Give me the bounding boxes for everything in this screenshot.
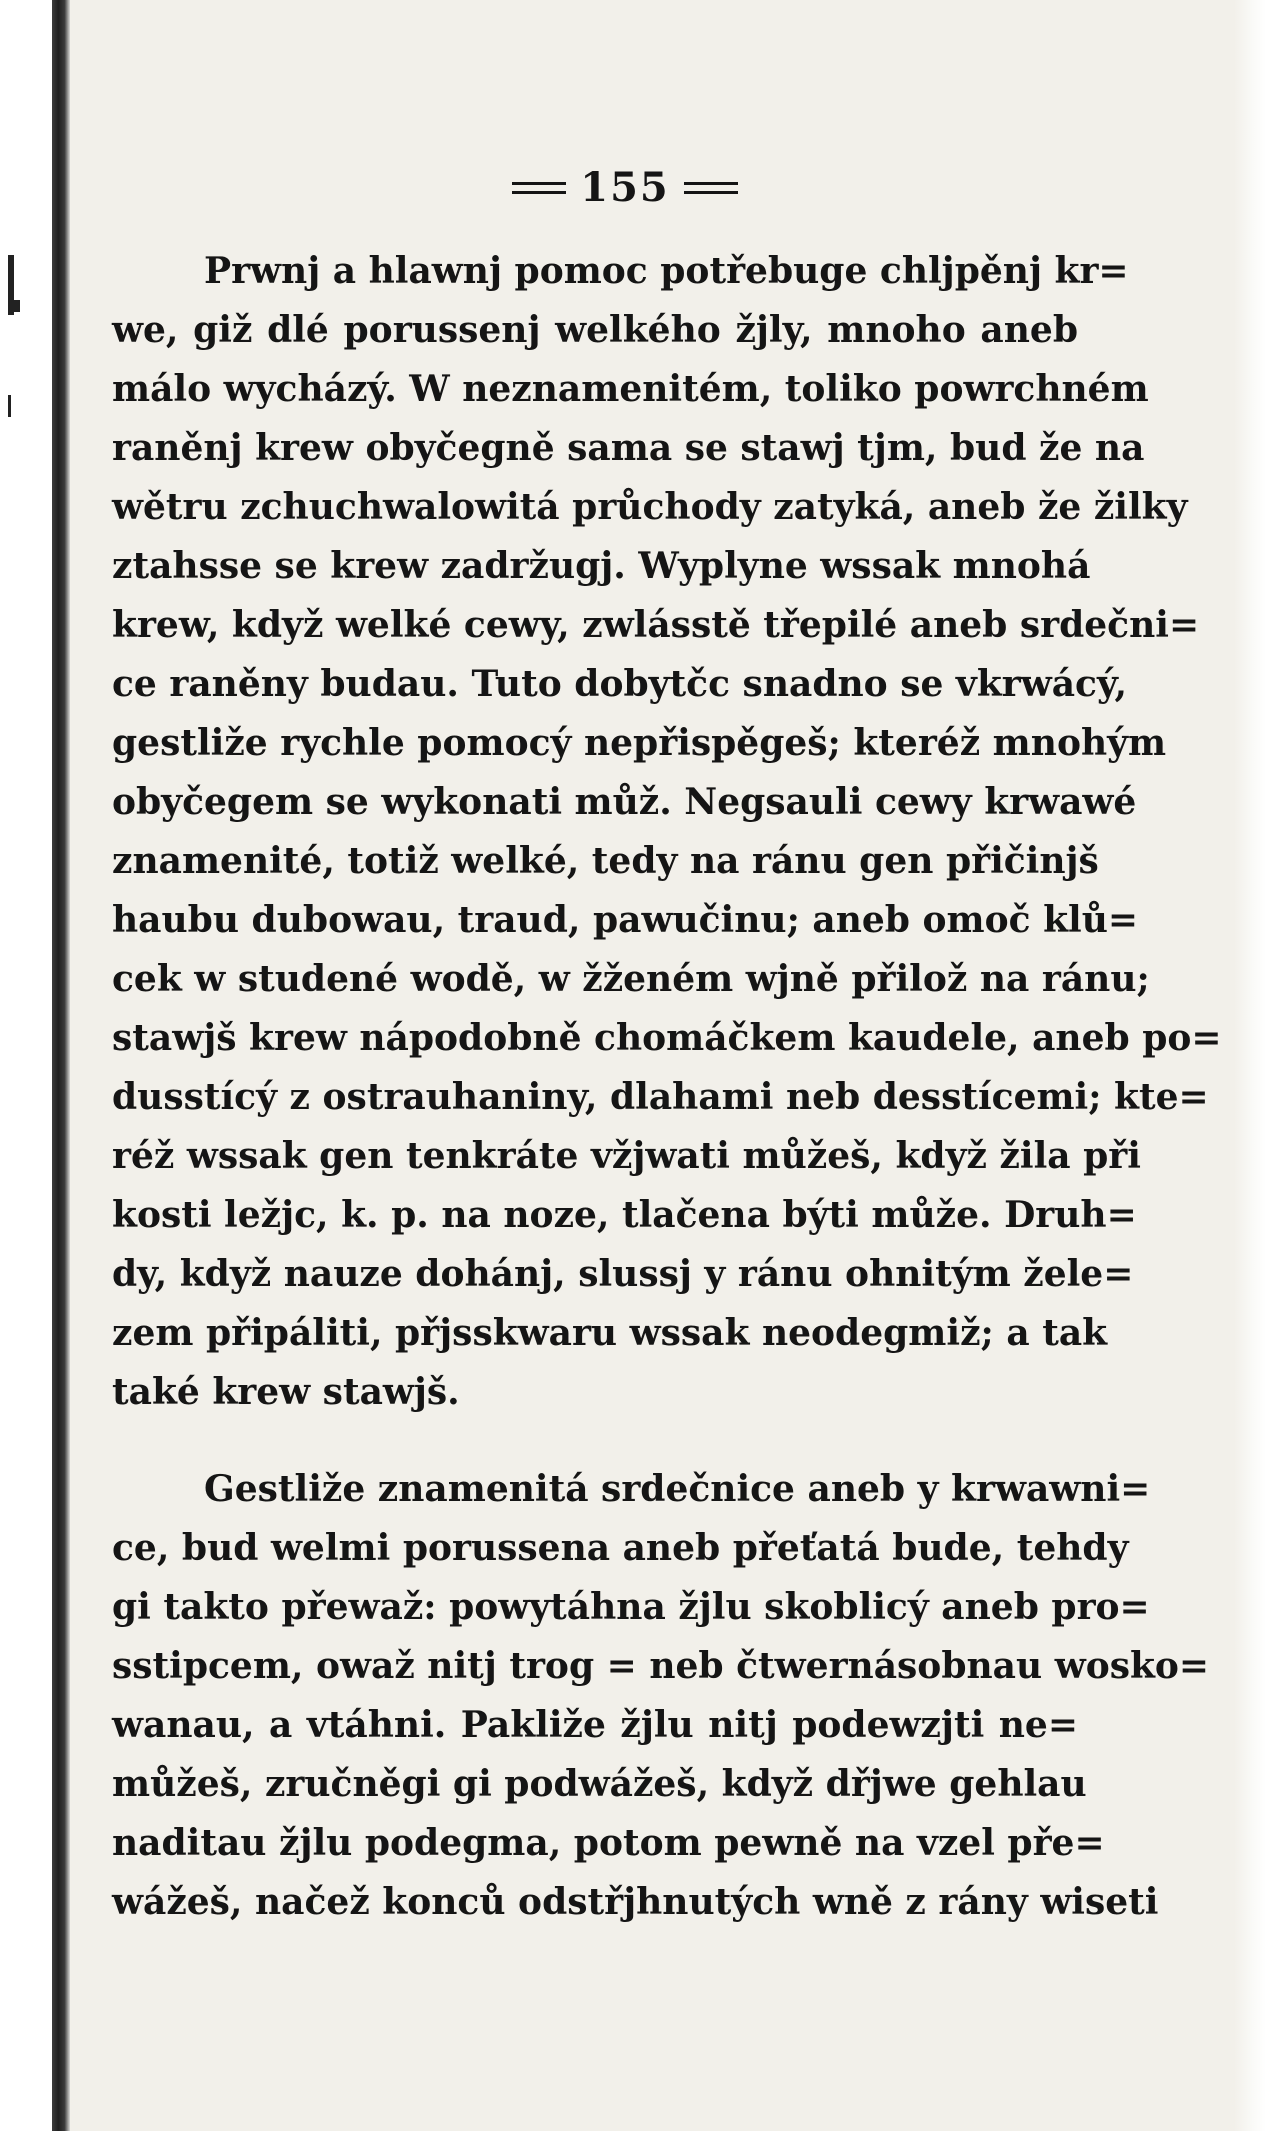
paragraph-2 (112, 1460, 1210, 1932)
text-line: wanau, a vtáhni. Pakliže žjlu nitj podewzjti ne= (112, 1704, 1078, 1746)
text-line: znamenité, totiž welké, tedy na ránu gen přičinjš (112, 840, 1099, 882)
text-line: Gestliže znamenitá srdečnice aneb y krwawni= (204, 1468, 1151, 1510)
text-line: obyčegem se wykonati můž. Negsauli cewy krwawé (112, 781, 1137, 823)
text-line: krew, když welké cewy, zwlásstě třepilé aneb srdečni= (112, 604, 1200, 646)
page-number: 155 (580, 164, 670, 211)
text-line: gi takto přewaž: powytáhna žjlu skoblicý aneb pro= (112, 1586, 1150, 1628)
text-line: Prwnj a hlawnj pomoc potřebuge chljpěnj kr= (204, 250, 1129, 292)
book-page (112, 160, 1222, 1932)
text-line: ce, bud welmi porussena aneb přeťatá bude, tehdy (112, 1527, 1129, 1569)
ornament-left (512, 182, 566, 194)
text-line: sstipcem, owaž nitj trog = neb čtwernásobnau wosko= (112, 1645, 1210, 1687)
edge-ink-mark (8, 395, 11, 417)
ornament-right (684, 182, 738, 194)
text-line: haubu dubowau, traud, pawučinu; aneb omoč klů= (112, 899, 1139, 941)
text-line: ztahsse se krew zadržugj. Wyplyne wssak mnohá (112, 545, 1091, 587)
text-line: kosti ležjc, k. p. na noze, tlačena býti může. Druh= (112, 1194, 1137, 1236)
text-line: we, giž dlé porussenj welkého žjly, mnoho aneb (112, 309, 1078, 351)
text-line: ce raněny budau. Tuto dobytčc snadno se vkrwácý, (112, 663, 1127, 705)
text-line: málo wycházý. W neznamenitém, toliko powrchném (112, 368, 1149, 410)
page-header (172, 160, 1078, 216)
text-line: také krew stawjš. (112, 1371, 460, 1413)
book-binding-shadow (52, 0, 70, 2131)
text-line: raněnj krew obyčegně sama se stawj tjm, bud že na (112, 427, 1145, 469)
text-line: réž wssak gen tenkráte vžjwati můžeš, když žila při (112, 1135, 1141, 1177)
text-line: gestliže rychle pomocý nepřispěgeš; kteréž mnohým (112, 722, 1167, 764)
text-line: zem připáliti, přjsskwaru wssak neodegmiž; a tak (112, 1312, 1108, 1354)
text-line: stawjš krew nápodobně chomáčkem kaudele, aneb po= (112, 1017, 1222, 1059)
text-line: wážeš, načež konců odstřjhnutých wně z rány wiseti (112, 1881, 1159, 1923)
text-line: můžeš, zručněgi gi podwážeš, když dřjwe gehlau (112, 1763, 1087, 1805)
text-line: cek w studené wodě, w žženém wjně přilož na ránu; (112, 958, 1150, 1000)
text-line: dusstícý z ostrauhaniny, dlahami neb desstícemi; kte= (112, 1076, 1209, 1118)
text-line: wětru zchuchwalowitá průchody zatyká, aneb že žilky (112, 486, 1188, 528)
text-line: dy, když nauze dohánj, slussj y ránu ohnitým žele= (112, 1253, 1134, 1295)
page-right-margin (1234, 0, 1266, 2131)
text-line: naditau žjlu podegma, potom pewně na vzel pře= (112, 1822, 1105, 1864)
paragraph-1 (112, 242, 1222, 1422)
edge-ink-mark (8, 300, 20, 312)
